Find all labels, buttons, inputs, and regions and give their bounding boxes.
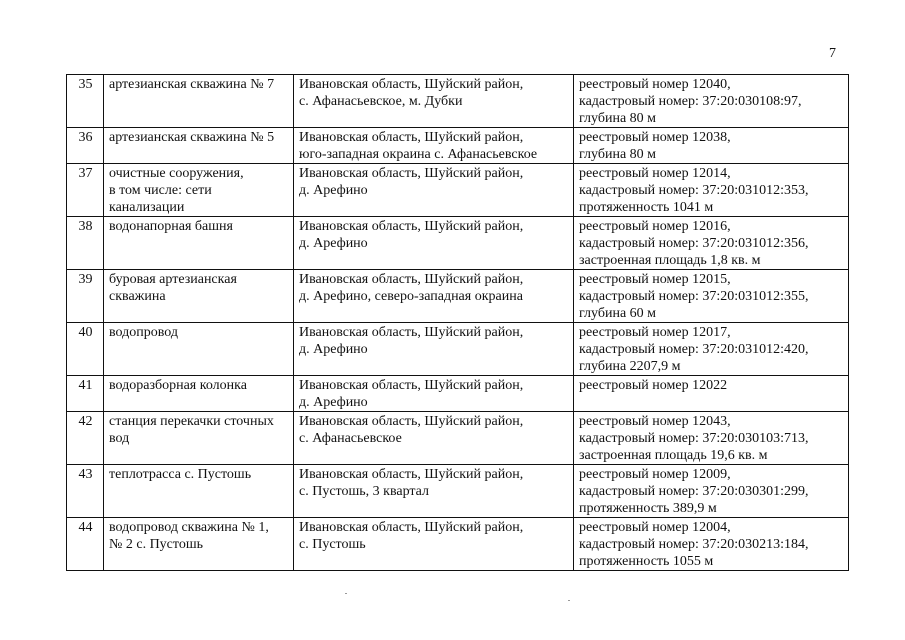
- row-number: 41: [67, 376, 104, 412]
- object-name-line: теплотрасса с. Пустошь: [109, 467, 252, 482]
- object-address-cell: [294, 128, 574, 164]
- object-name-cell: [104, 128, 294, 164]
- object-address-line: Ивановская область, Шуйский район,: [299, 130, 524, 145]
- object-name-line: артезианская скважина № 5: [109, 130, 275, 145]
- object-registry-info-line: реестровый номер 12040,: [579, 77, 731, 92]
- object-registry-info-line: глубина 60 м: [579, 306, 657, 321]
- object-name-cell: [104, 323, 294, 376]
- object-address-cell: [294, 217, 574, 270]
- table-row: [67, 376, 849, 412]
- object-registry-info-line: кадастровый номер: 37:20:031012:355,: [579, 289, 809, 304]
- object-registry-info-cell: [574, 217, 849, 270]
- row-number: 37: [67, 164, 104, 217]
- table-row: [67, 128, 849, 164]
- object-name-cell: [104, 412, 294, 465]
- table-row: [67, 323, 849, 376]
- object-address-line: д. Арефино, северо-западная окраина: [299, 289, 523, 304]
- object-registry-info-line: кадастровый номер: 37:20:030108:97,: [579, 94, 802, 109]
- object-name-cell: [104, 270, 294, 323]
- table-body: [67, 75, 849, 571]
- object-registry-info-line: реестровый номер 12038,: [579, 130, 731, 145]
- object-registry-info-line: реестровый номер 12016,: [579, 219, 731, 234]
- scan-speck: [345, 593, 347, 594]
- object-registry-info-line: протяженность 1041 м: [579, 200, 714, 215]
- object-address-line: Ивановская область, Шуйский район,: [299, 467, 524, 482]
- object-address-cell: [294, 412, 574, 465]
- object-registry-info-cell: [574, 270, 849, 323]
- object-registry-info-line: глубина 80 м: [579, 111, 657, 126]
- object-address-line: с. Пустошь, 3 квартал: [299, 484, 430, 499]
- object-registry-info-cell: [574, 518, 849, 571]
- object-address-cell: [294, 465, 574, 518]
- object-registry-info-line: кадастровый номер: 37:20:031012:356,: [579, 236, 809, 251]
- row-number: 39: [67, 270, 104, 323]
- object-address-line: юго-западная окраина с. Афанасьевское: [299, 147, 538, 162]
- object-address-line: Ивановская область, Шуйский район,: [299, 325, 524, 340]
- row-number: 38: [67, 217, 104, 270]
- object-address-cell: [294, 164, 574, 217]
- page-number: 7: [829, 46, 836, 61]
- object-name-line: станция перекачки сточных: [109, 414, 274, 429]
- object-address-line: с. Афанасьевское, м. Дубки: [299, 94, 463, 109]
- object-registry-info-line: реестровый номер 12014,: [579, 166, 731, 181]
- object-registry-info-cell: [574, 376, 849, 412]
- object-address-line: Ивановская область, Шуйский район,: [299, 166, 524, 181]
- object-registry-info-line: реестровый номер 12009,: [579, 467, 731, 482]
- object-address-line: Ивановская область, Шуйский район,: [299, 520, 524, 535]
- object-registry-info-cell: [574, 164, 849, 217]
- table-row: [67, 412, 849, 465]
- object-name-line: водонапорная башня: [109, 219, 233, 234]
- object-registry-info-cell: [574, 128, 849, 164]
- object-name-line: скважина: [109, 289, 166, 304]
- scan-speck: [568, 600, 570, 601]
- object-address-line: с. Пустошь: [299, 537, 366, 552]
- object-address-line: с. Афанасьевское: [299, 431, 402, 446]
- object-registry-info-line: кадастровый номер: 37:20:030301:299,: [579, 484, 809, 499]
- object-address-cell: [294, 518, 574, 571]
- object-registry-info-line: реестровый номер 12022: [579, 378, 728, 393]
- object-name-line: буровая артезианская: [109, 272, 237, 287]
- object-name-cell: [104, 518, 294, 571]
- object-address-line: Ивановская область, Шуйский район,: [299, 219, 524, 234]
- object-registry-info-line: глубина 80 м: [579, 147, 657, 162]
- property-registry-table: [66, 74, 849, 571]
- object-registry-info-line: реестровый номер 12004,: [579, 520, 731, 535]
- table-row: [67, 270, 849, 323]
- object-address-line: д. Арефино: [299, 395, 368, 410]
- object-name-line: водопровод: [109, 325, 178, 340]
- object-address-line: д. Арефино: [299, 342, 368, 357]
- object-registry-info-line: глубина 2207,9 м: [579, 359, 681, 374]
- object-name-cell: [104, 465, 294, 518]
- object-address-line: д. Арефино: [299, 183, 368, 198]
- object-registry-info-line: кадастровый номер: 37:20:030103:713,: [579, 431, 809, 446]
- object-registry-info-line: застроенная площадь 19,6 кв. м: [579, 448, 768, 463]
- object-name-line: водоразборная колонка: [109, 378, 247, 393]
- object-registry-info-line: реестровый номер 12015,: [579, 272, 731, 287]
- row-number: 35: [67, 75, 104, 128]
- object-name-cell: [104, 217, 294, 270]
- table-row: [67, 465, 849, 518]
- object-name-line: очистные сооружения,: [109, 166, 244, 181]
- object-registry-info-cell: [574, 465, 849, 518]
- object-registry-info-line: застроенная площадь 1,8 кв. м: [579, 253, 761, 268]
- object-address-cell: [294, 323, 574, 376]
- object-registry-info-line: кадастровый номер: 37:20:030213:184,: [579, 537, 809, 552]
- object-registry-info-cell: [574, 323, 849, 376]
- table-row: [67, 217, 849, 270]
- object-name-cell: [104, 75, 294, 128]
- row-number: 40: [67, 323, 104, 376]
- object-name-line: № 2 с. Пустошь: [109, 537, 203, 552]
- object-registry-info-line: реестровый номер 12017,: [579, 325, 731, 340]
- object-address-line: д. Арефино: [299, 236, 368, 251]
- row-number: 44: [67, 518, 104, 571]
- object-address-line: Ивановская область, Шуйский район,: [299, 414, 524, 429]
- object-name-line: артезианская скважина № 7: [109, 77, 275, 92]
- object-address-cell: [294, 376, 574, 412]
- object-address-cell: [294, 270, 574, 323]
- object-name-line: водопровод скважина № 1,: [109, 520, 269, 535]
- object-name-cell: [104, 164, 294, 217]
- table-row: [67, 75, 849, 128]
- row-number: 43: [67, 465, 104, 518]
- row-number: 42: [67, 412, 104, 465]
- object-registry-info-cell: [574, 75, 849, 128]
- object-registry-info-line: кадастровый номер: 37:20:031012:353,: [579, 183, 809, 198]
- object-address-line: Ивановская область, Шуйский район,: [299, 77, 524, 92]
- object-registry-info-line: протяженность 1055 м: [579, 554, 714, 569]
- object-name-line: в том числе: сети: [109, 183, 212, 198]
- object-address-cell: [294, 75, 574, 128]
- object-registry-info-line: кадастровый номер: 37:20:031012:420,: [579, 342, 809, 357]
- object-address-line: Ивановская область, Шуйский район,: [299, 272, 524, 287]
- object-name-line: вод: [109, 431, 130, 446]
- table-row: [67, 518, 849, 571]
- object-registry-info-line: протяженность 389,9 м: [579, 501, 717, 516]
- object-address-line: Ивановская область, Шуйский район,: [299, 378, 524, 393]
- table-row: [67, 164, 849, 217]
- object-name-line: канализации: [109, 200, 185, 215]
- object-registry-info-cell: [574, 412, 849, 465]
- object-name-cell: [104, 376, 294, 412]
- row-number: 36: [67, 128, 104, 164]
- object-registry-info-line: реестровый номер 12043,: [579, 414, 731, 429]
